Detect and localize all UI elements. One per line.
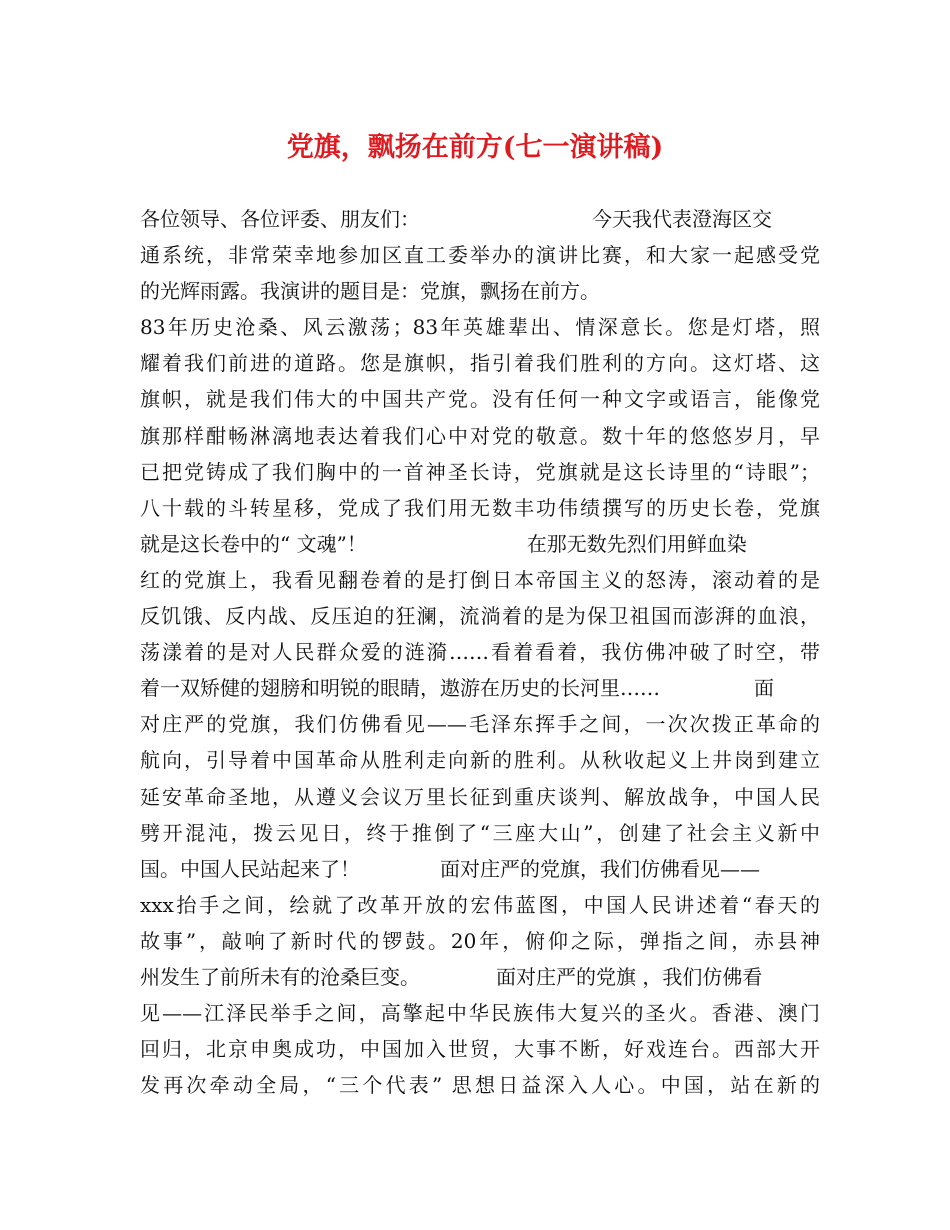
- text-line: [140, 815, 820, 851]
- text-line: [140, 490, 820, 526]
- text-segment: 国。中国人民站起来了！: [140, 856, 360, 881]
- text-line: [140, 959, 820, 995]
- text-line: [140, 851, 820, 887]
- text-line: [140, 634, 820, 670]
- text-line: [140, 418, 820, 454]
- text-segment: 面: [754, 676, 774, 701]
- text-line: [140, 454, 820, 490]
- text-segment: 今天我代表澄海区交: [592, 207, 772, 231]
- text-line: [140, 562, 820, 598]
- text-segment: 发再次牵动全局，“三个代表” 思想日益深入人心。中国，站在新的: [140, 1073, 820, 1098]
- text-line: [140, 309, 820, 345]
- text-segment: 航向，引导着中国革命从胜利走向新的胜利。从秋收起义上井岗到建立: [140, 748, 820, 773]
- text-line: [140, 706, 820, 742]
- text-segment: 着一双矫健的翅膀和明锐的眼睛，遨游在历史的长河里……: [140, 676, 660, 701]
- text-segment: 故事”，敲响了新时代的锣鼓。20年，俯仰之际，弹指之间，赤县神: [140, 928, 820, 953]
- text-line: [140, 237, 820, 273]
- document-title: 党旗，飘扬在前方(七一演讲稿): [286, 132, 664, 163]
- text-segment: 反饥饿、反内战、反压迫的狂澜，流淌着的是为保卫祖国而澎湃的血浪，: [140, 604, 820, 629]
- text-segment: 面对庄严的党旗 ，我们仿佛看: [496, 964, 763, 989]
- text-segment: 就是这长卷中的“ 文魂”！: [140, 531, 367, 556]
- text-segment: 的光辉雨露。我演讲的题目是：党旗，飘扬在前方。: [140, 279, 600, 304]
- text-segment: 旗那样酣畅淋漓地表达着我们心中对党的敬意。数十年的悠悠岁月，早: [140, 423, 820, 448]
- text-line: [140, 273, 820, 309]
- text-line: [140, 1067, 820, 1103]
- text-segment: 耀着我们前进的道路。您是旗帜，指引着我们胜利的方向。这灯塔、这: [140, 351, 820, 376]
- speech-body: [140, 201, 820, 1103]
- text-segment: 旗帜，就是我们伟大的中国共产党。没有任何一种文字或语言，能像党: [140, 387, 820, 412]
- text-line: [140, 995, 820, 1031]
- text-line: [140, 779, 820, 815]
- text-segment: xxx抬手之间，绘就了改革开放的宏伟蓝图，中国人民讲述着“春天的: [140, 892, 820, 917]
- text-line: [140, 742, 820, 778]
- text-line: [140, 201, 820, 237]
- text-line: [140, 526, 820, 562]
- text-line: [140, 923, 820, 959]
- text-segment: 荡漾着的是对人民群众爱的涟漪……看着看着，我仿佛冲破了时空，带: [140, 640, 820, 665]
- text-line: [140, 887, 820, 923]
- text-line: [140, 670, 820, 706]
- text-segment: 83年历史沧桑、风云激荡；83年英雄辈出、情深意长。您是灯塔，照: [140, 315, 820, 340]
- text-segment: 见——江泽民举手之间，高擎起中华民族伟大复兴的圣火。香港、澳门: [140, 1001, 820, 1026]
- text-segment: 已把党铸成了我们胸中的一首神圣长诗，党旗就是这长诗里的“诗眼”；: [140, 459, 820, 484]
- text-segment: 通系统，非常荣幸地参加区直工委举办的演讲比赛，和大家一起感受党: [140, 243, 820, 268]
- text-segment: 州发生了前所未有的沧桑巨变。: [140, 964, 420, 989]
- text-line: [140, 1031, 820, 1067]
- text-line: [140, 598, 820, 634]
- text-segment: 面对庄严的党旗，我们仿佛看见——: [440, 856, 760, 881]
- text-segment: 红的党旗上，我看见翻卷着的是打倒日本帝国主义的怒涛，滚动着的是: [140, 567, 820, 592]
- text-segment: 在那无数先烈们用鲜血染: [526, 531, 747, 556]
- text-segment: 延安革命圣地，从遵义会议万里长征到重庆谈判、解放战争，中国人民: [140, 784, 820, 809]
- text-segment: 回归，北京申奥成功，中国加入世贸，大事不断，好戏连台。西部大开: [140, 1037, 820, 1062]
- text-line: [140, 345, 820, 381]
- text-segment: 对庄严的党旗，我们仿佛看见——毛泽东挥手之间，一次次拨正革命的: [140, 712, 820, 737]
- text-segment: 劈开混沌，拨云见日，终于推倒了“三座大山”，创建了社会主义新中: [140, 820, 820, 845]
- text-segment: 八十载的斗转星移，党成了我们用无数丰功伟绩撰写的历史长卷，党旗: [140, 495, 820, 520]
- text-line: [140, 381, 820, 417]
- text-segment: 各位领导、各位评委、朋友们：: [140, 207, 420, 231]
